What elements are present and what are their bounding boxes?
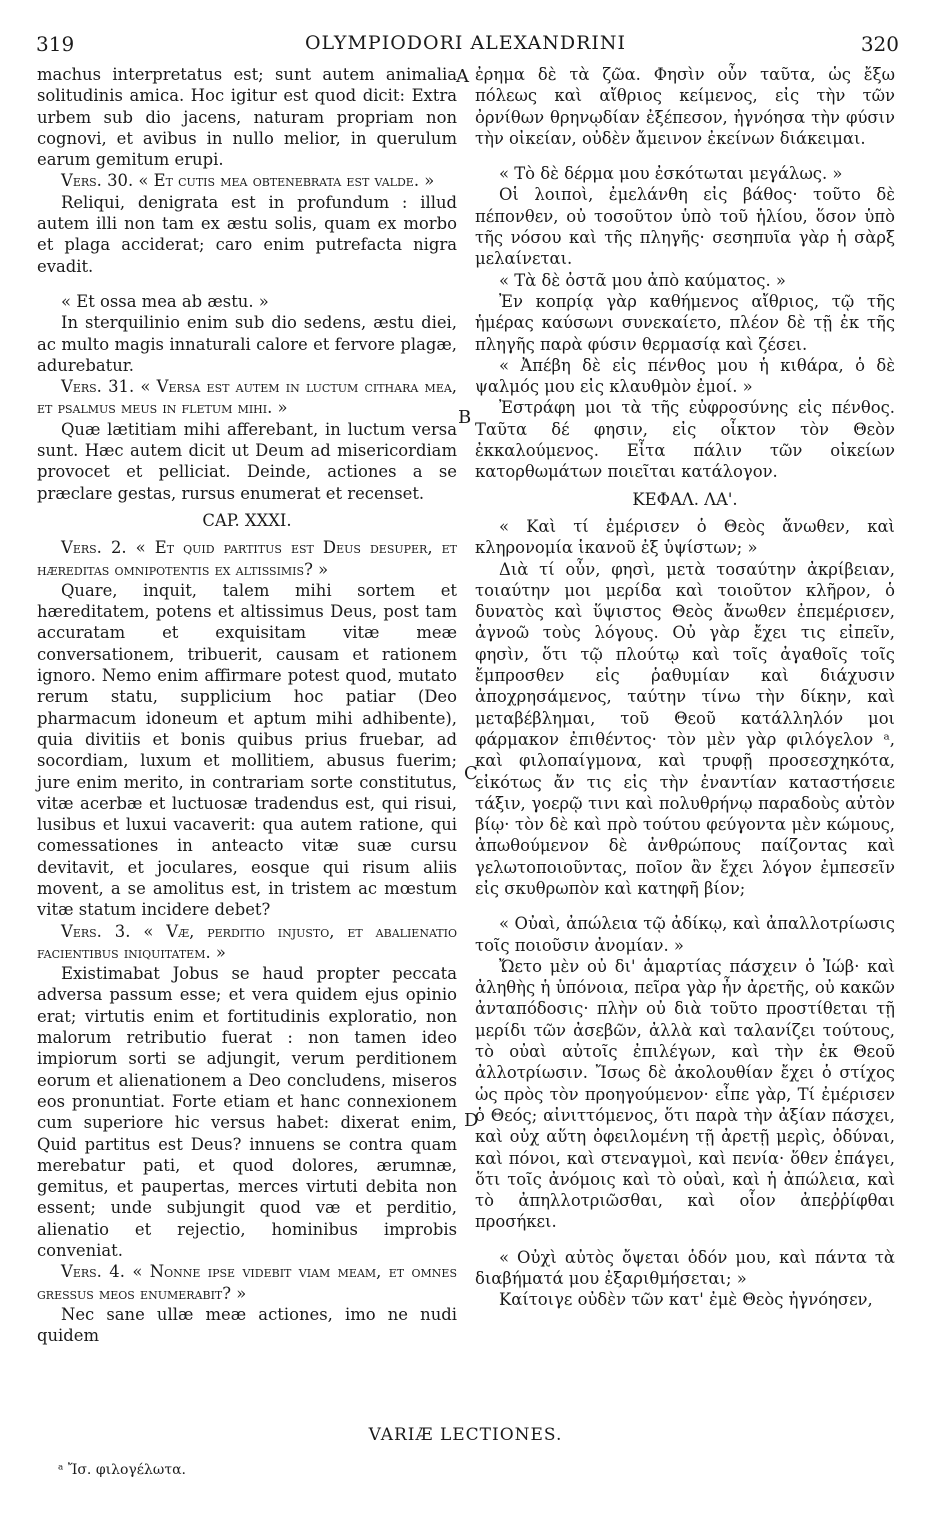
paragraph: Existimabat Jobus se haud propter peccata adversa passum esse; et vera quidem ejus opinio erat; virtutis enim et fortitudinis exploratio, non malorum retributio fuerat : non tamen ideo impiorum sorti se adjungit, verum perditionem eorum et alienationem a Deo concludens, miseros eos pronuntiat. Forte etiam et hanc connexionem cum superiore hic versus habet: dixerat enim, Quid partitus est Deus? innuens se contra quam merebatur pati, et quod dolores, ærumnæ, gemitus, et paupertas, merces virtuti debita non essent; unde subjungit quod væ et perditio, alienatio et rejectio, hominibus improbis conveniat. (37, 964, 457, 1261)
margin-marker-a: A (456, 66, 469, 87)
paragraph: Nec sane ullæ meæ actiones, imo ne nudi quidem (37, 1304, 457, 1346)
verse-quote: « Τὰ δὲ ὀστᾶ μου ἀπὸ καύματος. » (499, 270, 786, 290)
paragraph: Διὰ τί οὖν, φησὶ, μετὰ τοσαύτην ἀκρίβειαν, τοιαύτην μοι μερίδα καὶ τοιοῦτον κλῆρον, ὁ δυνατὸς καὶ ὕψιστος Θεὸς ἄνωθεν ἐπεμέρισεν, ἀγνοῶ τοὺς λόγους. Οὐ γὰρ ἔχει τις εἰπεῖν, φησὶν, ὅτι τῷ πλούτῳ καὶ τοῖς ἀγαθοῖς τοῖς ἔμπροσθεν εἰς ῥαθυμίαν καὶ διάχυσιν ἀποχρησάμενος, ταύτην τίνω τὴν δίκην, καὶ μεταβέβλημαι, τοῦ Θεοῦ κατάλληλόν μοι φάρμακον ἐπιθέντος· τὸν μὲν γὰρ φιλόγελον ᵃ, καὶ φιλοπαίγμονα, καὶ τρυφῇ προσεσχηκότα, εἰκότως ἄν τις εἰς τὴν ἐναντίαν καταστήσειε τάξιν, γοερῷ τινι καὶ πολυθρήνῳ παραδοὺς αὐτὸν βίῳ· τὸν δὲ καὶ πρὸ τούτου φεύγοντα μὲν κώμους, ἀπωθούμενον δὲ ἀνθρώπους παίζοντας καὶ γελωτοποιοῦντας, ποῖον ἂν ἔχει λόγον ἐμπεσεῖν εἰς σκυθρωπὸν καὶ κατηφῆ βίον; (475, 559, 895, 898)
verse-heading: Vers. 2. « Et quid partitus est Deus desuper, et hæreditas omnipotentis ex altissimis? » (37, 538, 457, 579)
greek-column (475, 64, 895, 1311)
paragraph: Quare, inquit, talem mihi sortem et hæreditatem, potens et altissimus Deus, post tam accuratam et exquisitam vitæ meæ conversationem, tribuerit, causam et rationem ignoro. Nemo enim affirmare potest quod, mutato rerum statu, supplicium hoc patiar (Deo pharmacum idoneum et aptum mihi adhibente), quia divitiis et bonis quibus prius fruebar, ad socordiam, luxum et mollitiem, abusus fuerim; jure enim merito, in contrariam sorte constitutus, vitæ acerbæ et luctuosæ tradendus est, qui risui, lusibus et luxui vacaverit: qua autem ratione, qui comessationes in anteacto vitæ suæ cursu devitavit, et joculares, eosque qui risum aliis movent, a se amolitus est, in tristem ac mœstum vitæ statum incidere debet? (37, 580, 457, 920)
paragraph: Οἱ λοιποὶ, ἐμελάνθη εἰς βάθος· τοῦτο δὲ πέπονθεν, οὐ τοσοῦτον ὑπὸ τοῦ ἡλίου, ὅσον ὑπὸ τῆς νόσου καὶ τῆς πληγῆς· σεσηπυῖα γὰρ ἡ σὰρξ μελαίνεται. (475, 185, 895, 269)
verse-quote: « Οὐαὶ, ἀπώλεια τῷ ἀδίκῳ, καὶ ἀπαλλοτρίωσις τοῖς ποιοῦσιν ἀνομίαν. » (475, 914, 895, 955)
margin-marker-c: C (464, 763, 478, 784)
chapter-heading: ΚΕΦΑΛ. ΛΑ'. (632, 489, 738, 509)
paragraph: In sterquilinio enim sub dio sedens, æstu diei, ac multo magis innaturali calore et fervore plagæ, adurebatur. (37, 313, 457, 375)
margin-marker-d: D (464, 1110, 479, 1131)
running-title: OLYMPIODORI ALEXANDRINI (304, 32, 627, 54)
paragraph: Καίτοιγε οὐδὲν τῶν κατ' ἐμὲ Θεὸς ἠγνόησεν, (499, 1290, 873, 1310)
chapter-heading: CAP. XXXI. (202, 510, 292, 530)
verse-heading: Vers. 30. « Et cutis mea obtenebrata est valde. » (61, 171, 435, 191)
paragraph: Quæ lætitiam mihi afferebant, in luctum versa sunt. Hæc autem dicit ut Deum ad misericordiam provocet et pelliciat. Deinde, actiones a se præclare gestas, rursus enumerat et recenset. (37, 419, 457, 503)
page-header (0, 22, 931, 62)
verse-heading: Vers. 31. « Versa est autem in luctum cithara mea, et psalmus meus in fletum mihi. » (37, 377, 457, 418)
page-number-right: 320 (860, 32, 899, 56)
verse-quote: « Τὸ δὲ δέρμα μου ἐσκότωται μεγάλως. » (499, 164, 843, 184)
paragraph: ἐρημα δὲ τὰ ζῶα. Φησὶν οὖν ταῦτα, ὡς ἔξω πόλεως καὶ αἴθριος κείμενος, εἰς τὴν τῶν ὀρνίθων θρηνῳδίαν ἐξέπεσον, ἠγνόησα τὴν φύσιν τὴν οἰκείαν, οὐδὲν ἄμεινον ἐκείνων διάκειμαι. (475, 65, 895, 148)
verse-quote: « Ἀπέβη δὲ εἰς πένθος μου ἡ κιθάρα, ὁ δὲ ψαλμός μου εἰς κλαυθμὸν ἐμοί. » (475, 355, 895, 397)
variae-lectiones-title: VARIÆ LECTIONES. (368, 1425, 563, 1445)
margin-marker-b: B (458, 407, 472, 428)
paragraph: Ἐστράφη μοι τὰ τῆς εὐφροσύνης εἰς πένθος. Ταῦτα δέ φησιν, εἰς οἶκτον τὸν Θεὸν ἐκκαλούμενος. Εἶτα πάλιν τῶν οἰκείων κατορθωμάτων ποιεῖται κατάλογον. (475, 398, 895, 482)
verse-quote: « Καὶ τί ἐμέρισεν ὁ Θεὸς ἄνωθεν, καὶ κληρονομία ἱκανοῦ ἐξ ὑψίστων; » (475, 516, 895, 558)
verse-heading: Vers. 3. « Væ, perditio injusto, et abalienatio facientibus iniquitatem. » (37, 921, 457, 962)
paragraph: Reliqui, denigrata est in profundum : illud autem illi non tam ex æstu solis, quam ex morbo et plaga acciderat; caro enim putrefacta nigra evadit. (37, 192, 457, 276)
paragraph: Ἐν κοπρίᾳ γὰρ καθήμενος αἴθριος, τῷ τῆς ἡμέρας καύσωνι συνεκαίετο, πλέον δὲ τῇ ἐκ τῆς πληγῆς παρὰ φύσιν θερμασίᾳ καὶ ζέσει. (475, 291, 895, 354)
page-number-left: 319 (36, 32, 75, 56)
paragraph: Ὤετο μὲν οὐ δι' ἁμαρτίας πάσχειν ὁ Ἰώβ· καὶ ἀληθὴς ἡ ὑπόνοια, πεῖρα γὰρ ἦν ἀρετῆς, οὐ κακῶν ἀνταπόδοσις· πλὴν οὐ διὰ τοῦτο προστίθεται τῇ μερίδι τῶν ἀσεβῶν, ἀλλὰ καὶ ταλανίζει τούτους, τὸ οὐαὶ αὐτοῖς ἐπιλέγων, καὶ τὴν ἐκ Θεοῦ ἀλλοτρίωσιν. Ἴσως δὲ ἀκολουθίαν ἔχει ὁ στίχος ὡς πρὸς τὸν προηγούμενον· εἶπε γὰρ, Τί ἐμέρισεν ὁ Θεός; αἰνιττόμενος, ὅτι παρὰ τὴν ἀξίαν πάσχει, καὶ οὐχ αὕτη ὀφειλομένη τῇ ἀρετῇ μερὶς, ὀδύναι, καὶ πόνοι, καὶ στεναγμοὶ, καὶ πενία· ὅθεν ἐπάγει, ὅτι τοῖς ἀνόμοις καὶ τὸ οὐαὶ, καὶ ἡ ἀπώλεια, καὶ τὸ ἀπηλλοτριῶσθαι, καὶ οἷον ἀπεῤῥίφθαι προσήκει. (475, 956, 895, 1232)
verse-quote: « Et ossa mea ab æstu. » (61, 291, 269, 311)
latin-column (37, 64, 457, 1347)
paragraph: machus interpretatus est; sunt autem animalia solitudinis amica. Hoc igitur est quod dicit: Extra urbem sub dio jacens, naturam propriam non cognovi, et avibus in nullo melior, in querulum earum gemitum erupi. (37, 65, 457, 170)
verse-heading: Vers. 4. « Nonne ipse videbit viam meam, et omnes gressus meos enumerabit? » (37, 1262, 457, 1303)
verse-quote: « Οὐχὶ αὐτὸς ὄψεται ὁδόν μου, καὶ πάντα τὰ διαβήματά μου ἐξαριθμήσεται; » (475, 1247, 895, 1289)
footnote: ᵃ Ἴσ. φιλογέλωτα. (58, 1462, 186, 1478)
